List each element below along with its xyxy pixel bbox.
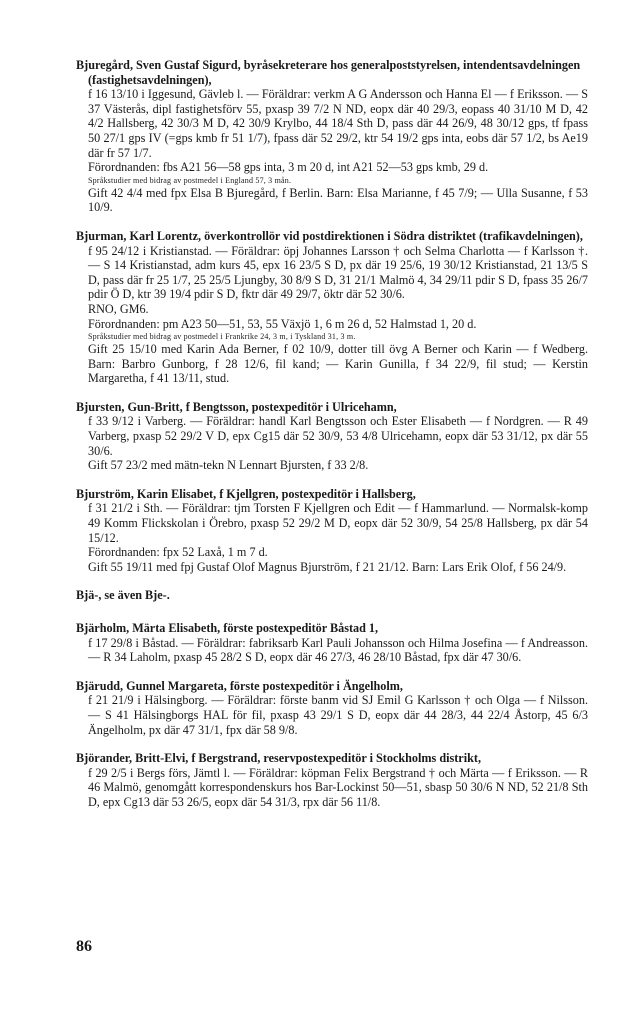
entry-line: Gift 57 23/2 med mätn-tekn N Lennart Bjursten, f 33 2/8. (88, 458, 369, 473)
entry-line: Gift 42 4/4 med fpx Elsa B Bjuregård, f Berlin. Barn: Elsa Marianne, f 45 7/9; — Ulla Susanne, f 53 10/9. (88, 185, 588, 215)
register-page (76, 58, 588, 824)
entry-heading: Bjurman, Karl Lorentz, överkontrollör vid postdirektionen i Södra distriktet (trafikavdelningen), (76, 228, 583, 243)
entry-body (76, 501, 588, 574)
entry-line: f 16 13/10 i Iggesund, Gävleb l. — Föräldrar: verkm A G Andersson och Hanna El — f Eriksson. — S 37 Västerås, dipl fastighetsförv 55, pxasp 39 7/2 N ND, eopx där 40 29/3, eopass 40 31/10 M D, 42 4/2 Hallsberg, 42 30/3 M D, 42 30/9 Krylbo, 44 18/4 Sth D, pass där 44 26/9, 48 30/12 gps, tf fpass 50 27/1 gps IV (=gps kmb fr 51 1/7), fpass där 52 29/2, ktr 54 19/2 gps inta, eobs där 57 1/2, bs Ae19 där fr 57 1/7. (88, 87, 588, 160)
entry-body (76, 87, 588, 215)
entry-line: f 95 24/12 i Kristianstad. — Föräldrar: öpj Johannes Larsson † och Selma Charlotta — f Karlsson †. — S 14 Kristianstad, adm kurs 45, epx 16 23/5 S D, px där 19 25/6, 19 30/12 Kristianstad, 21 13/5 S D, pass där fr 25 1/7, 25 25/5 Ljungby, 30 8/9 S D, 31 21/1 Malmö 4, 34 29/11 pdir S D, fpass 35 26/7 pdir Ö D, ktr 39 19/4 pdir S D, fktr där 49 29/7, öktr där 52 30/6. (88, 243, 588, 302)
entry-line: f 29 2/5 i Bergs förs, Jämtl l. — Föräldrar: köpman Felix Bergstrand † och Märta — f Eriksson. — R 46 Malmö, genomgått korrespondenskurs hos Bar-Lockinst 50—51, sbasp 50 30/6 N ND, 52 21/8 Sth D, epx Cg13 där 53 26/5, eopx där 54 31/3, rpx där 56 11/8. (88, 765, 588, 809)
entry-line: f 33 9/12 i Varberg. — Föräldrar: handl Karl Bengtsson och Ester Elisabeth — f Nordgren. — R 49 Varberg, pxasp 52 29/2 V D, epx Cg15 där 52 30/9, 53 4/8 Ulricehamn, eopx där 53 31/12, px där 55 30/6. (88, 414, 588, 458)
entry-note: Språkstudier med bidrag av postmedel i England 57, 3 mån. (88, 175, 292, 185)
entry-heading: Bjuregård, Sven Gustaf Sigurd, byråsekreterare hos generalpoststyrelsen, intendentsavdelningen (fastighetsavdelningen), (76, 58, 581, 87)
entry-line: Förordnanden: pm A23 50—51, 53, 55 Växjö 1, 6 m 26 d, 52 Halmstad 1, 20 d. (88, 316, 477, 331)
register-entry-bjuregard (76, 58, 588, 215)
entry-body (76, 693, 588, 737)
entry-body (76, 244, 588, 386)
entry-line: Gift 25 15/10 med Karin Ada Berner, f 02 10/9, dotter till övg A Berner och Karin — f Wedberg. Barn: Barbro Gunborg, f 28 12/6, fil kand; — Karin Gunilla, f 34 22/9, fil stud; — Kerstin Margaretha, f 41 13/11, stud. (88, 342, 588, 386)
register-entry-bjorander (76, 751, 588, 809)
entry-line: f 21 21/9 i Hälsingborg. — Föräldrar: förste banm vid SJ Emil G Karlsson † och Olga — f Nilsson. — S 41 Hälsingborgs HAL för fil, pxasp 43 29/1 S D, eopx där 44 28/3, 44 22/4 Åstorp, 45 6/3 Ängelholm, px där 47 31/1, fpx där 58 9/8. (88, 693, 588, 737)
entry-note: Språkstudier med bidrag av postmedel i Frankrike 24, 3 m, i Tyskland 31, 3 m. (88, 332, 356, 342)
entry-line: Gift 55 19/11 med fpj Gustaf Olof Magnus Bjurström, f 21 21/12. Barn: Lars Erik Olof, f 56 24/9. (88, 559, 567, 574)
entry-line: RNO, GM6. (88, 301, 149, 316)
entry-line: f 31 21/2 i Sth. — Föräldrar: tjm Torsten F Kjellgren och Edit — f Hammarlund. — Normalsk-komp 49 Komm Flickskolan i Örebro, pxasp 52 29/2 M D, eopx där 52 30/9, 54 25/8 Hallsberg, px där 54 15/12. (88, 501, 588, 545)
entry-line: Förordnanden: fpx 52 Laxå, 1 m 7 d. (88, 545, 268, 560)
entry-heading: Bjurström, Karin Elisabet, f Kjellgren, postexpeditör i Hallsberg, (76, 486, 416, 501)
register-entry-bjurstrom (76, 487, 588, 575)
entry-body (76, 636, 588, 665)
entry-line: Förordnanden: fbs A21 56—58 gps inta, 3 m 20 d, int A21 52—53 gps kmb, 29 d. (88, 160, 489, 175)
cross-reference: Bjä-, se även Bje-. (76, 588, 170, 603)
entry-body (76, 766, 588, 810)
entry-line: f 17 29/8 i Båstad. — Föräldrar: fabriksarb Karl Pauli Johansson och Hilma Josefina — f Andreasson. — R 34 Laholm, pxasp 45 28/2 S D, eopx där 46 27/3, 46 28/10 Båstad, fpx där 47 30/6. (88, 635, 588, 665)
register-entry-bjarholm (76, 621, 588, 665)
entry-heading: Björander, Britt-Elvi, f Bergstrand, reservpostexpeditör i Stockholms distrikt, (76, 751, 481, 766)
entry-heading: Bjursten, Gun-Britt, f Bengtsson, postexpeditör i Ulricehamn, (76, 399, 397, 414)
entry-body (76, 414, 588, 472)
entry-heading: Bjärudd, Gunnel Margareta, förste postexpeditör i Ängelholm, (76, 678, 403, 693)
register-entry-bjarudd (76, 679, 588, 737)
entry-heading: Bjärholm, Märta Elisabeth, förste postexpeditör Båstad 1, (76, 621, 379, 635)
page-number: 86 (76, 938, 92, 955)
register-entry-bjurman (76, 229, 588, 386)
register-entry-bjursten (76, 400, 588, 473)
